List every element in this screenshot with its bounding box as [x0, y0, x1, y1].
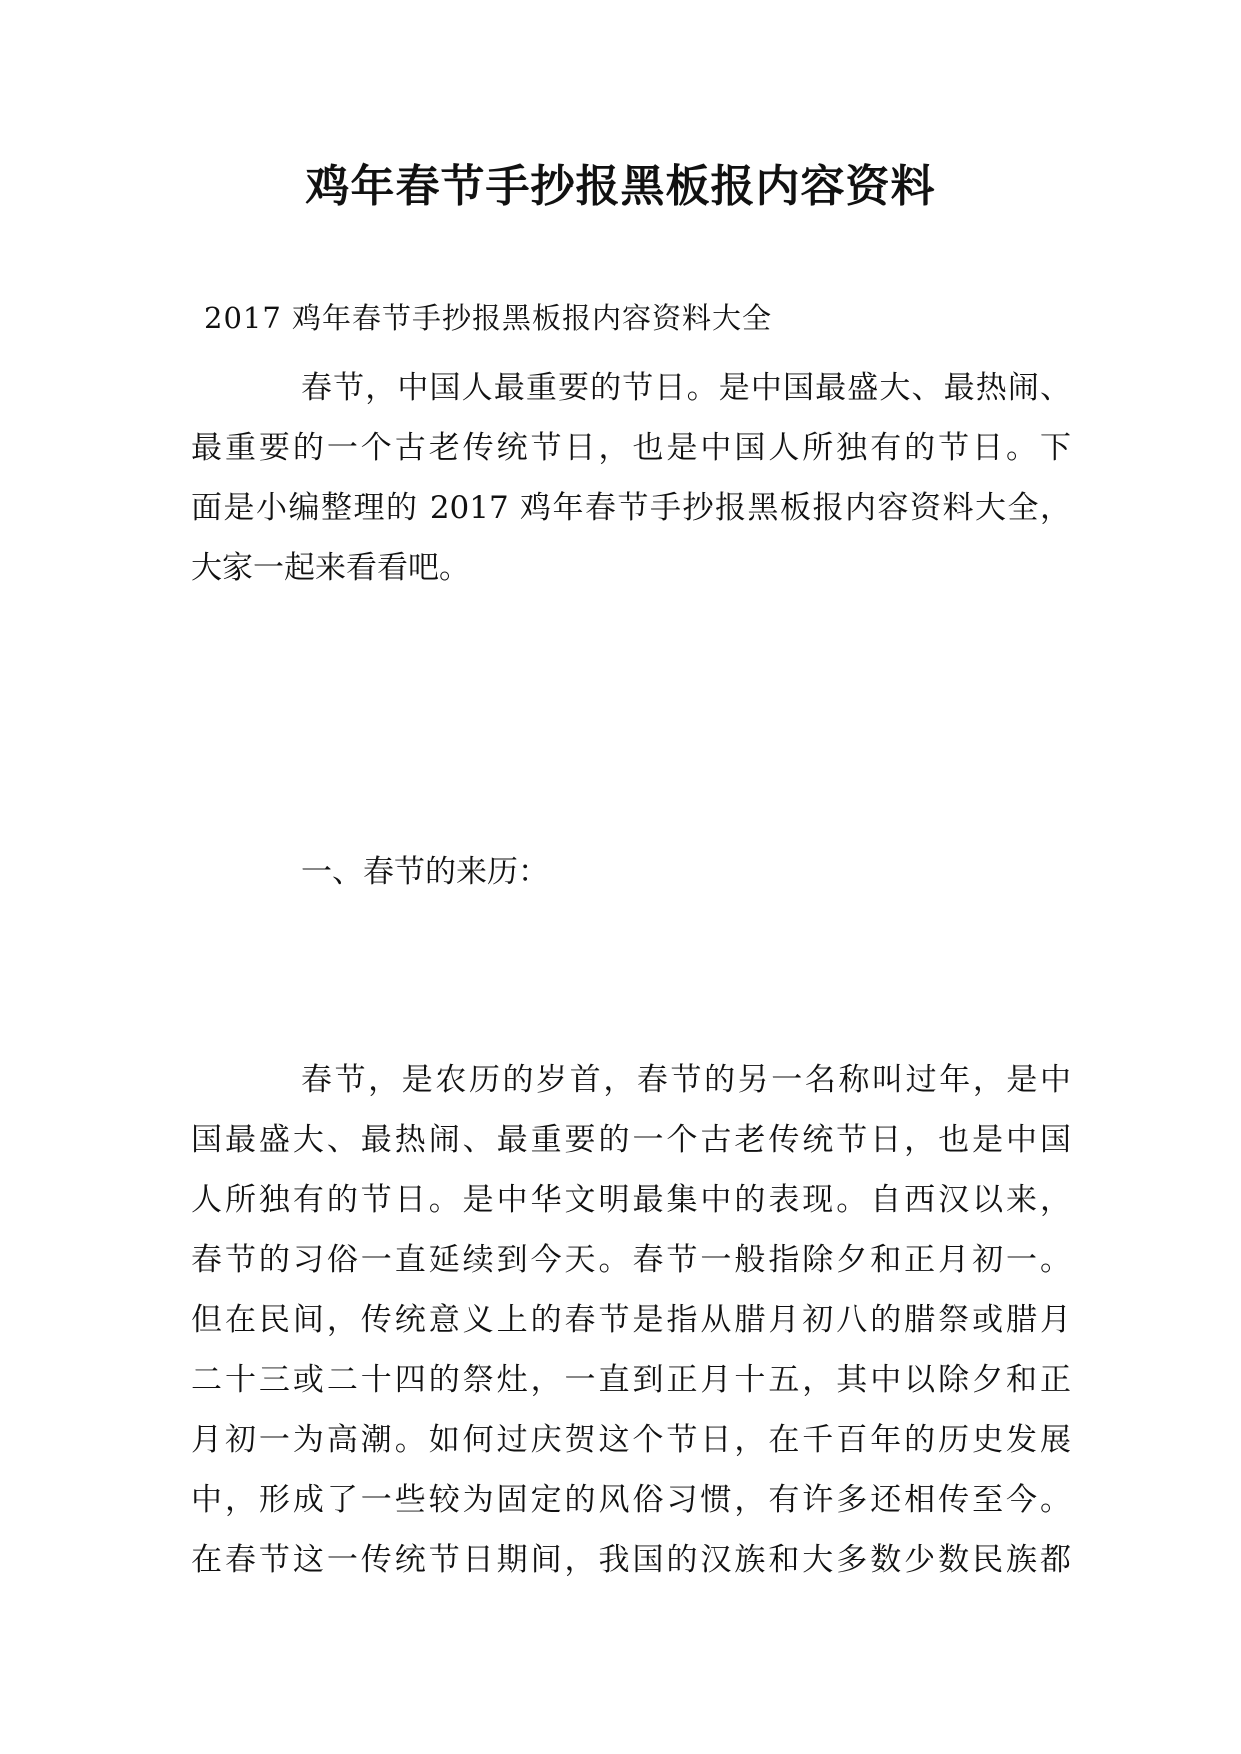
intro-line: 面是小编整理的 2017 鸡年春节手抄报黑板报内容资料大全，: [191, 490, 1071, 526]
document-title: 鸡年春节手抄报黑板报内容资料: [305, 161, 936, 212]
intro-paragraph: [191, 358, 1071, 598]
body-line: 人所独有的节日。是中华文明最集中的表现。自西汉以来，: [191, 1182, 1071, 1218]
body-line: 月初一为高潮。如何过庆贺这个节日，在千百年的历史发展: [191, 1422, 1071, 1458]
section-heading: 一、春节的来历：: [301, 854, 549, 890]
document-subtitle: 2017 鸡年春节手抄报黑板报内容资料大全: [204, 301, 773, 335]
body-line: 国最盛大、最热闹、最重要的一个古老传统节日，也是中国: [191, 1122, 1071, 1158]
body-line: 春节，是农历的岁首，春节的另一名称叫过年，是中: [301, 1062, 1071, 1098]
body-line: 在春节这一传统节日期间，我国的汉族和大多数少数民族都: [191, 1542, 1071, 1578]
body-line: 但在民间，传统意义上的春节是指从腊月初八的腊祭或腊月: [191, 1302, 1071, 1338]
body-line: 春节的习俗一直延续到今天。春节一般指除夕和正月初一。: [191, 1242, 1071, 1278]
intro-line: 大家一起来看看吧。: [191, 550, 470, 586]
intro-line: 最重要的一个古老传统节日，也是中国人所独有的节日。下: [191, 430, 1071, 466]
intro-line: 春节，中国人最重要的节日。是中国最盛大、最热闹、: [301, 370, 1071, 406]
body-paragraph: [191, 1050, 1071, 1590]
body-line: 中，形成了一些较为固定的风俗习惯，有许多还相传至今。: [191, 1482, 1071, 1518]
body-line: 二十三或二十四的祭灶，一直到正月十五，其中以除夕和正: [191, 1362, 1071, 1398]
